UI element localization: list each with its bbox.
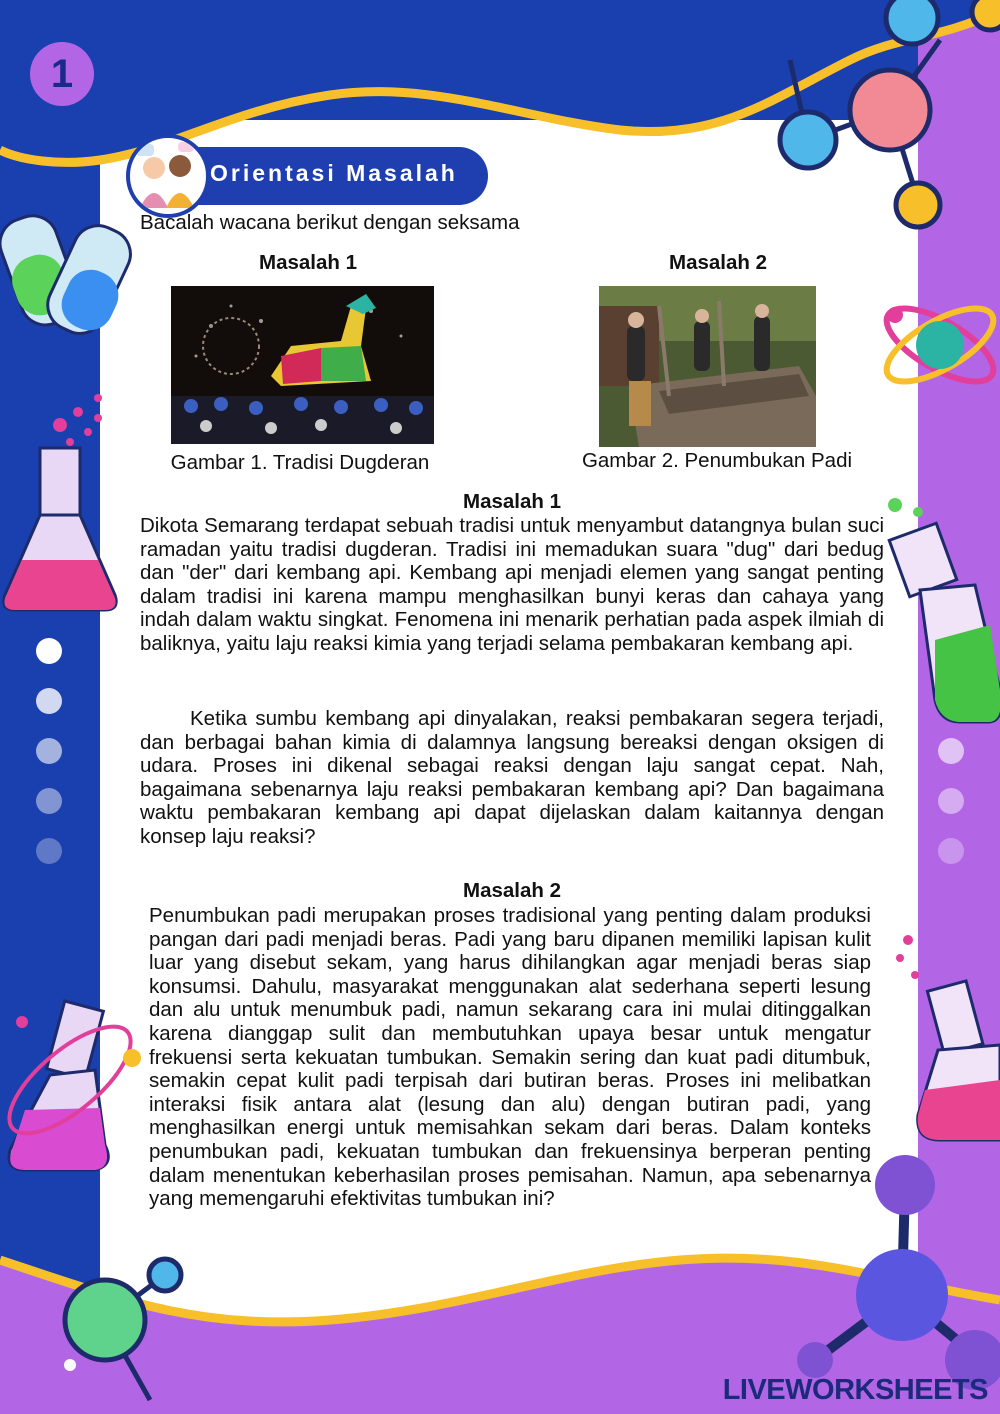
liveworksheets-logo-text: LIVEWORKSHEETS [722,1374,988,1406]
problem2-title: Masalah 2 [463,879,561,902]
figure1-caption: Gambar 1. Tradisi Dugderan [170,451,430,474]
figure1-heading: Masalah 1 [259,251,357,274]
decor-dot [36,638,62,664]
problem1-title: Masalah 1 [463,490,561,513]
decor-dot [36,688,62,714]
problem1-paragraph2: Ketika sumbu kembang api dinyalakan, reaksi pembakaran segera terjadi, dan berbagai bahan kimia di dalamnya langsung bereaksi dengan oksigen di udara. Proses ini dikenal sebagai reaksi dengan laju sangat cepat. Nah, bagaimana sebenarnya laju reaksi pembakaran kembang api? Dan bagaimana waktu pembakaran kembang api dapat dijelaskan dalam kaitannya dengan konsep laju reaksi? [140,707,884,848]
decor-dot [36,738,62,764]
penumbukan-padi-photo [599,286,816,447]
avatar [126,134,210,218]
people-illustration-icon [130,138,206,214]
dugderan-photo [171,286,434,444]
flask-pink-icon [4,394,117,610]
page-number-badge: 1 [30,42,94,106]
decor-dot [938,788,964,814]
problem2-paragraph: Penumbukan padi merupakan proses tradisional yang penting dalam produksi pangan dari padi menjadi beras. Padi yang baru dipanen memiliki lapisan kulit luar yang disebut sekam, yang harus dihilangkan agar menjadi beras siap konsumsi. Dahulu, masyarakat menggunakan alat sederhana seperti lesung dan alu untuk menumbuk padi, namun sekarang cara ini mulai ditinggalkan karena dianggap sulit dan membutuhkan upaya besar untuk mengatur frekuensi serta kekuatan tumbukan. Semakin sering dan kuat padi ditumbuk, semakin cepat kulit padi terpisah dari butiran beras. Proses ini melibatkan interaksi fisik antara alat (lesung dan alu) dengan butiran padi, yang menghasilkan energi untuk memisahkan sekam dari beras. Dalam konteks penumbukan padi, kekuatan tumbukan dan frekuensinya berperan penting dalam menentukan keberhasilan proses pemisahan. Namun, apa sebenarnya yang memengaruhi efektivitas tumbukan ini? [149,904,871,1211]
decor-dot [36,838,62,864]
section-title: Orientasi Masalah [210,160,458,186]
liveworksheets-logo [723,1374,988,1407]
figure2-caption: Gambar 2. Penumbukan Padi [581,449,853,472]
intro-text: Bacalah wacana berikut dengan seksama [140,211,520,234]
decor-dot [938,738,964,764]
problem1-paragraph1: Dikota Semarang terdapat sebuah tradisi untuk menyambut datangnya bulan suci ramadan yaitu tradisi dugderan. Tradisi ini memadukan suara "dug" dari bedug dan "der" dari kembang api. Kembang api menjadi elemen yang sangat penting dalam tradisi ini karena mampu menghasilkan bunyi keras dan cahaya yang indah dalam waktu singkat. Fenomena ini menarik perhatian pada aspek ilmiah di baliknya, yaitu laju reaksi kimia yang terjadi selama pembakaran kembang api. [140,514,884,655]
decor-dot [938,838,964,864]
figure2-heading: Masalah 2 [669,251,767,274]
decor-dot [36,788,62,814]
